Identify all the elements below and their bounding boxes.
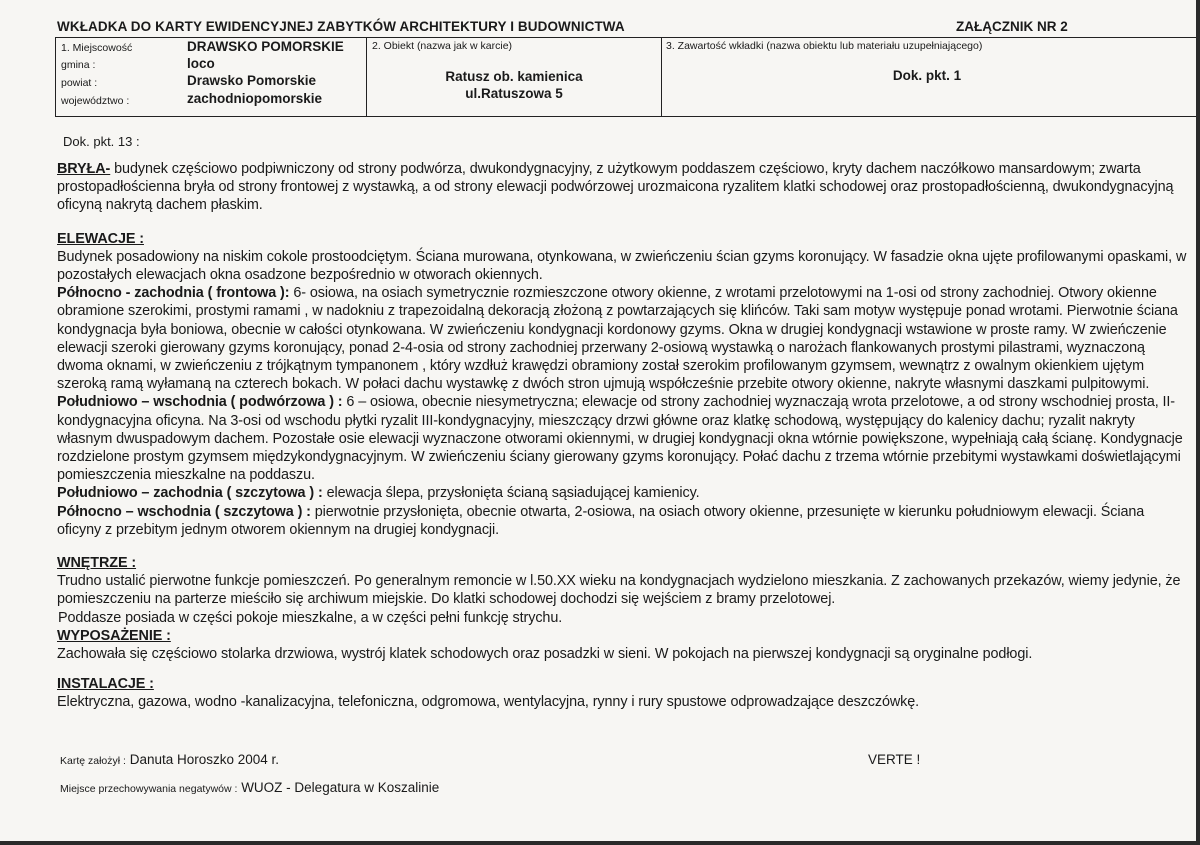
object-label: 2. Obiekt (nazwa jak w karcie)	[372, 40, 513, 52]
subsection-text: elewacja ślepa, przysłonięta ścianą sąsiadującej kamienicy.	[326, 485, 700, 502]
locality-value: DRAWSKO POMORSKIE	[187, 39, 344, 54]
subsection-heading: Północno - zachodnia ( frontowa ):	[57, 285, 290, 302]
elevation-paragraph	[57, 393, 1192, 484]
section-text: budynek częściowo podpiwniczony od strony podwórza, dwukondygnacyjny, z użytkowym poddaszem częściowo, kryty dachem naczółkowo mansardowym; zwarta prostopadłościenna bryła od strony frontowej z wystawką, a od strony elewacji podwórzowej urozmaicona ryzalitem klatki schodowej oraz prostopadłościenną, dwukondygnacyjną oficyną nakrytą dachem płaskim.	[57, 161, 1174, 214]
content-label: 3. Zawartość wkładki (nazwa obiektu lub materiału uzupełniającego)	[666, 40, 983, 52]
storage-label: Miejsce przechowywania negatywów :	[60, 783, 238, 795]
scan-edge	[1196, 0, 1200, 845]
subsection-text: pierwotnie przysłonięta, obecnie otwarta, 2-osiowa, na osiach otwory okienne, przesunięte w kierunku południowym elewacji. Ściana oficyny z przebitym jednym otworem okiennym na drugiej kondygnacji.	[57, 503, 1145, 538]
section-heading: ELEWACJE :	[57, 230, 144, 247]
subsection-text: 6 – osiowa, obecnie niesymetryczna; elewacje od strony zachodniej wyznaczają wrota przelotowe, a od strony wschodniej prosta, II-kondygnacyjna oficyna. Na 3-osi od wschodu płytki ryzalit III-kondygnacyjny, mieszczący drzwi główne oraz klatkę schodową, występujący do kalenicy dachu; ryzalit nakryty własnym dwuspadowym dachem. Pozostałe osie elewacji wyznaczone otworami okiennymi, w drugiej kondygnacji okna wtórnie powiększone, wypełniają całą ścianę. Kondygnacje rozdzielone prostym gzymsem międzykondygnacyjnym. W zwieńczeniu ściany gierowany gzyms koronujący. Połać dachu z trzema wtórnie przebitymi wystawkami doświetlającymi pomieszczenia mieszkalne na poddaszu.	[57, 394, 1183, 484]
author-value: Danuta Horoszko 2004 r.	[129, 752, 280, 767]
bryla-paragraph	[57, 160, 1192, 215]
object-name: Ratusz ob. kamienica	[445, 69, 583, 84]
verte-note: VERTE !	[868, 752, 921, 767]
county-value: Drawsko Pomorskie	[187, 73, 317, 88]
document-reference: Dok. pkt. 13 :	[63, 134, 140, 149]
card-author	[60, 752, 279, 767]
document-body	[57, 160, 1192, 712]
document-title: WKŁADKA DO KARTY EWIDENCYJNEJ ZABYTKÓW ARCHITEKTURY I BUDOWNICTWA	[57, 19, 625, 34]
storage-value: WUOZ - Delegatura w Koszalinie	[241, 780, 440, 795]
author-label: Kartę założył :	[60, 755, 126, 767]
section-heading: BRYŁA-	[57, 161, 111, 177]
section-text: Zachowała się częściowo stolarka drzwiowa, wystrój klatek schodowych oraz posadzki w sieni. W pokojach na pierwszej kondygnacji są oryginalne podłogi.	[57, 646, 1033, 663]
content-value: Dok. pkt. 1	[892, 68, 962, 83]
subsection-heading: Północno – wschodnia ( szczytowa ) :	[57, 503, 311, 520]
county-label: powiat :	[61, 77, 98, 89]
commune-label: gmina :	[61, 59, 96, 71]
header-table	[55, 37, 1196, 117]
object-address: ul.Ratuszowa 5	[465, 86, 563, 101]
attachment-number: ZAŁĄCZNIK NR 2	[956, 19, 1068, 34]
section-text: Budynek posadowiony na niskim cokole prostoodciętym. Ściana murowana, otynkowana, w zwieńczeniu ścian gzyms koronujący. W fasadzie okna ujęte profilowanymi opaskami, w pozostałych elewacjach okna osadzone bezpośrednio w otworach okiennych.	[57, 248, 1187, 284]
elevation-paragraph	[57, 503, 1192, 539]
voivodeship-label: województwo :	[61, 95, 130, 107]
section-text: Poddasze posiada w części pokoje mieszkalne, a w części pełni funkcję strychu.	[58, 609, 563, 626]
section-heading: INSTALACJE :	[57, 676, 154, 693]
section-heading: WYPOSAŻENIE :	[57, 627, 171, 644]
elevation-paragraph	[57, 484, 1192, 502]
commune-value: loco	[187, 56, 215, 71]
subsection-heading: Południowo – wschodnia ( podwórzowa ) :	[57, 394, 343, 411]
section-text: Elektryczna, gazowa, wodno -kanalizacyjna, telefoniczna, odgromowa, wentylacyjna, rynny i rury spustowe odprowadzające deszczówkę.	[57, 694, 920, 711]
object-value	[367, 68, 661, 102]
subsection-heading: Południowo – zachodnia ( szczytowa ) :	[57, 485, 323, 502]
scan-edge	[0, 841, 1200, 845]
section-text: Trudno ustalić pierwotne funkcje pomieszczeń. Po generalnym remoncie w l.50.XX wieku na kondygnacjach wydzielono mieszkania. Z zachowanych przekazów, wiemy jedynie, że pomieszczeniu na parterze mieściło się archiwum miejskie. Do klatki schodowej dochodzi się wejściem z bramy przelotowej.	[57, 573, 1181, 608]
subsection-text: 6- osiowa, na osiach symetrycznie rozmieszczone otwory okienne, z wrotami przelotowymi na 1-osi od strony zachodniej. Otwory okienne obramione szerokimi, prostymi ramami , w nadokniu z trapezoidalną dekoracją złożoną z powtarzających się klińców. Taki sam motyw występuje ponad wrotami. Pierwotnie ściana kondygnacja była boniowa, obecnie w całości otynkowana. W zwieńczeniu kondygnacji kordonowy gzyms. Okna w drugiej kondygnacji wstawione w proste ramy. W zwieńczenie elewacji szeroki gierowany gzyms koronujący, ponad 2-4-osia od strony zachodniej przerwany 2-osiową wystawką o narożach flankowanych prostymi pilastrami, wyznaczoną dwoma oknami, w zwieńczeniu z trójkątnym tympanonem , który wzdłuż krawędzi obramiony został szerokim profilowanym gzymsem, wewnątrz z owalnym okienkiem ujętym szeroką ramą wyłamaną na czterech bokach. W połaci dachu wystawkę z dwóch stron ujmują współcześnie przebite otwory okienne, nakryte własnymi daszkami pulpitowymi.	[57, 285, 1178, 393]
elevation-paragraph	[57, 284, 1192, 393]
negatives-storage	[60, 780, 439, 795]
locality-label: 1. Miejscowość	[61, 42, 133, 54]
voivodeship-value: zachodniopomorskie	[187, 91, 323, 106]
section-heading: WNĘTRZE :	[57, 555, 137, 572]
